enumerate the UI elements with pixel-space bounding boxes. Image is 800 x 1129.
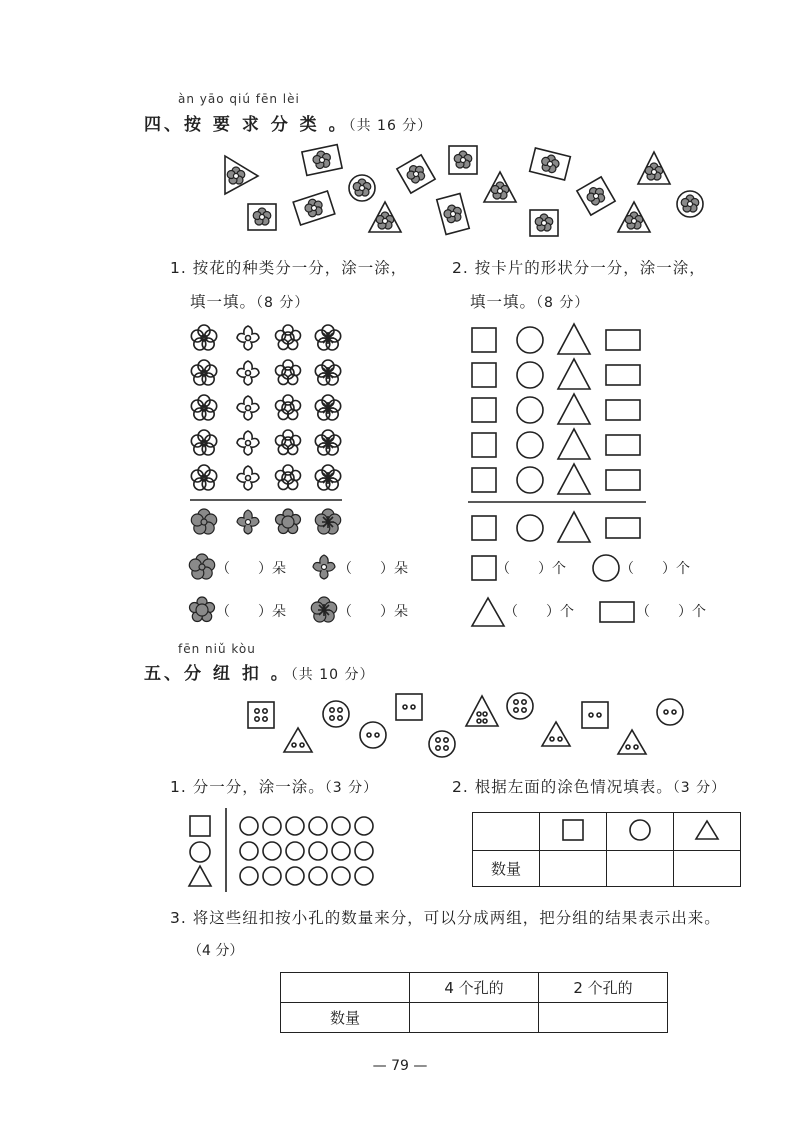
table2-cell-triangle[interactable] <box>674 851 741 887</box>
table2-cell-square[interactable] <box>540 851 607 887</box>
flower-answer-2: （ ）朵 <box>338 561 408 577</box>
section5-q1-text: 1. 分一分，涂一涂。 <box>170 778 325 796</box>
table2-header-circle <box>607 813 674 851</box>
section5-q2-points: （3 分） <box>672 780 727 796</box>
section4-q1-line1: 1. 按花的种类分一分，涂一涂， <box>170 259 408 277</box>
buttons-illustration <box>240 688 700 770</box>
table2-row-label: 数量 <box>473 851 540 887</box>
flower-answer-1: （ ）朵 <box>216 561 286 577</box>
table3-header-2holes: 2 个孔的 <box>539 973 668 1003</box>
section4-q2-line2-text: 填一填。 <box>470 293 537 311</box>
button-sorting-grid <box>182 806 392 896</box>
flower-answer-3: （ ）朵 <box>216 604 286 620</box>
section5-title-text: 五、分 纽 扣 。 <box>144 664 291 684</box>
square-icon <box>561 818 585 842</box>
section5-q3-points: （4 分） <box>188 943 244 959</box>
scattered-cards-illustration <box>210 140 710 240</box>
page-number: — 79 — <box>372 1058 428 1074</box>
table3-cell-2holes[interactable] <box>539 1003 668 1033</box>
section5-title <box>144 659 374 684</box>
shape-answer-triangle: （ ）个 <box>504 604 574 620</box>
table2-corner-cell <box>473 813 540 851</box>
shape-answer-circle: （ ）个 <box>620 561 690 577</box>
table3-corner-cell <box>281 973 410 1003</box>
flower-answer-4: （ ）朵 <box>338 604 408 620</box>
hole-count-table <box>280 972 668 1033</box>
section5-q1-points: （3 分） <box>324 780 379 796</box>
table3-header-4holes: 4 个孔的 <box>410 973 539 1003</box>
table2-header-triangle <box>674 813 741 851</box>
section4-title <box>144 110 432 135</box>
section5-q2-text: 2. 根据左面的涂色情况填表。 <box>452 778 673 796</box>
section4-pinyin: àn yāo qiú fēn lèi <box>178 92 300 106</box>
table3-cell-4holes[interactable] <box>410 1003 539 1033</box>
flower-coloring-grid <box>180 318 360 638</box>
section4-q2-line2 <box>470 290 589 312</box>
table3-row-label: 数量 <box>281 1003 410 1033</box>
section4-q1-points: （8 分） <box>256 295 310 311</box>
section4-score: （共 16 分） <box>348 118 433 134</box>
section5-q2 <box>452 775 726 797</box>
section4-q1-line2-text: 填一填。 <box>190 293 257 311</box>
circle-icon <box>628 818 652 842</box>
shape-answer-square: （ ）个 <box>496 561 566 577</box>
shape-coloring-grid <box>462 318 662 638</box>
section5-pinyin: fēn niǔ kòu <box>178 642 256 656</box>
table2-cell-circle[interactable] <box>607 851 674 887</box>
section5-q3: 3. 将这些纽扣按小孔的数量来分，可以分成两组，把分组的结果表示出来。 <box>170 909 721 927</box>
section4-q2-line1: 2. 按卡片的形状分一分，涂一涂， <box>452 259 706 277</box>
shape-count-table <box>472 812 741 887</box>
section4-q1-line2 <box>190 290 309 312</box>
table2-header-square <box>540 813 607 851</box>
section5-q1 <box>170 775 378 797</box>
shape-answer-rectangle: （ ）个 <box>636 604 706 620</box>
section4-title-text: 四、按 要 求 分 类 。 <box>144 115 349 135</box>
section4-q2-points: （8 分） <box>536 295 590 311</box>
section5-score: （共 10 分） <box>290 667 375 683</box>
triangle-icon <box>694 818 720 842</box>
